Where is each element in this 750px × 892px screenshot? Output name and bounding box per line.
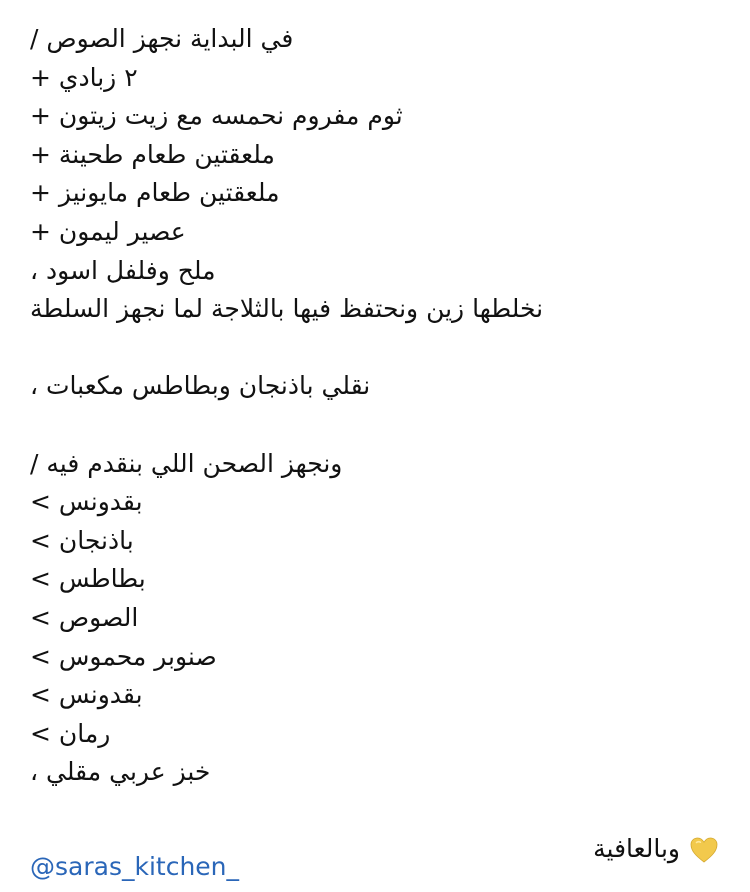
recipe-line: ملعقتين طعام مايونيز +	[30, 178, 280, 208]
closing-text: وبالعافية	[593, 834, 680, 864]
blank-line	[30, 329, 720, 368]
recipe-line: ونجهز الصحن اللي بنقدم فيه /	[30, 448, 343, 478]
recipe-line: نخلطها زين ونحتفظ فيها بالثلاجة لما نجهز السلطة	[30, 294, 544, 324]
recipe-line: بقدونس >	[30, 487, 143, 517]
recipe-text	[30, 20, 720, 869]
blank-line	[30, 792, 720, 831]
recipe-line: ٢ زبادي +	[30, 62, 138, 92]
blank-line	[30, 406, 720, 445]
recipe-line: ثوم مفروم نحمسه مع زيت زيتون +	[30, 101, 403, 131]
recipe-line: نقلي باذنجان وبطاطس مكعبات ،	[30, 371, 371, 401]
recipe-line: خبز عربي مقلي ،	[30, 757, 211, 787]
yellow-heart-icon	[688, 834, 720, 866]
author-handle-link[interactable]: @saras_kitchen_	[30, 852, 240, 881]
recipe-line: الصوص >	[30, 602, 139, 632]
recipe-line: ملح وفلفل اسود ،	[30, 255, 216, 285]
recipe-line: بطاطس >	[30, 564, 146, 594]
recipe-line: عصير ليمون +	[30, 216, 186, 246]
recipe-line: رمان >	[30, 718, 111, 748]
recipe-line: ملعقتين طعام طحينة +	[30, 139, 275, 169]
recipe-line: بقدونس >	[30, 680, 143, 710]
recipe-line: باذنجان >	[30, 525, 134, 555]
recipe-line: صنوبر محموس >	[30, 641, 217, 671]
recipe-line: في البداية نجهز الصوص /	[30, 24, 294, 53]
